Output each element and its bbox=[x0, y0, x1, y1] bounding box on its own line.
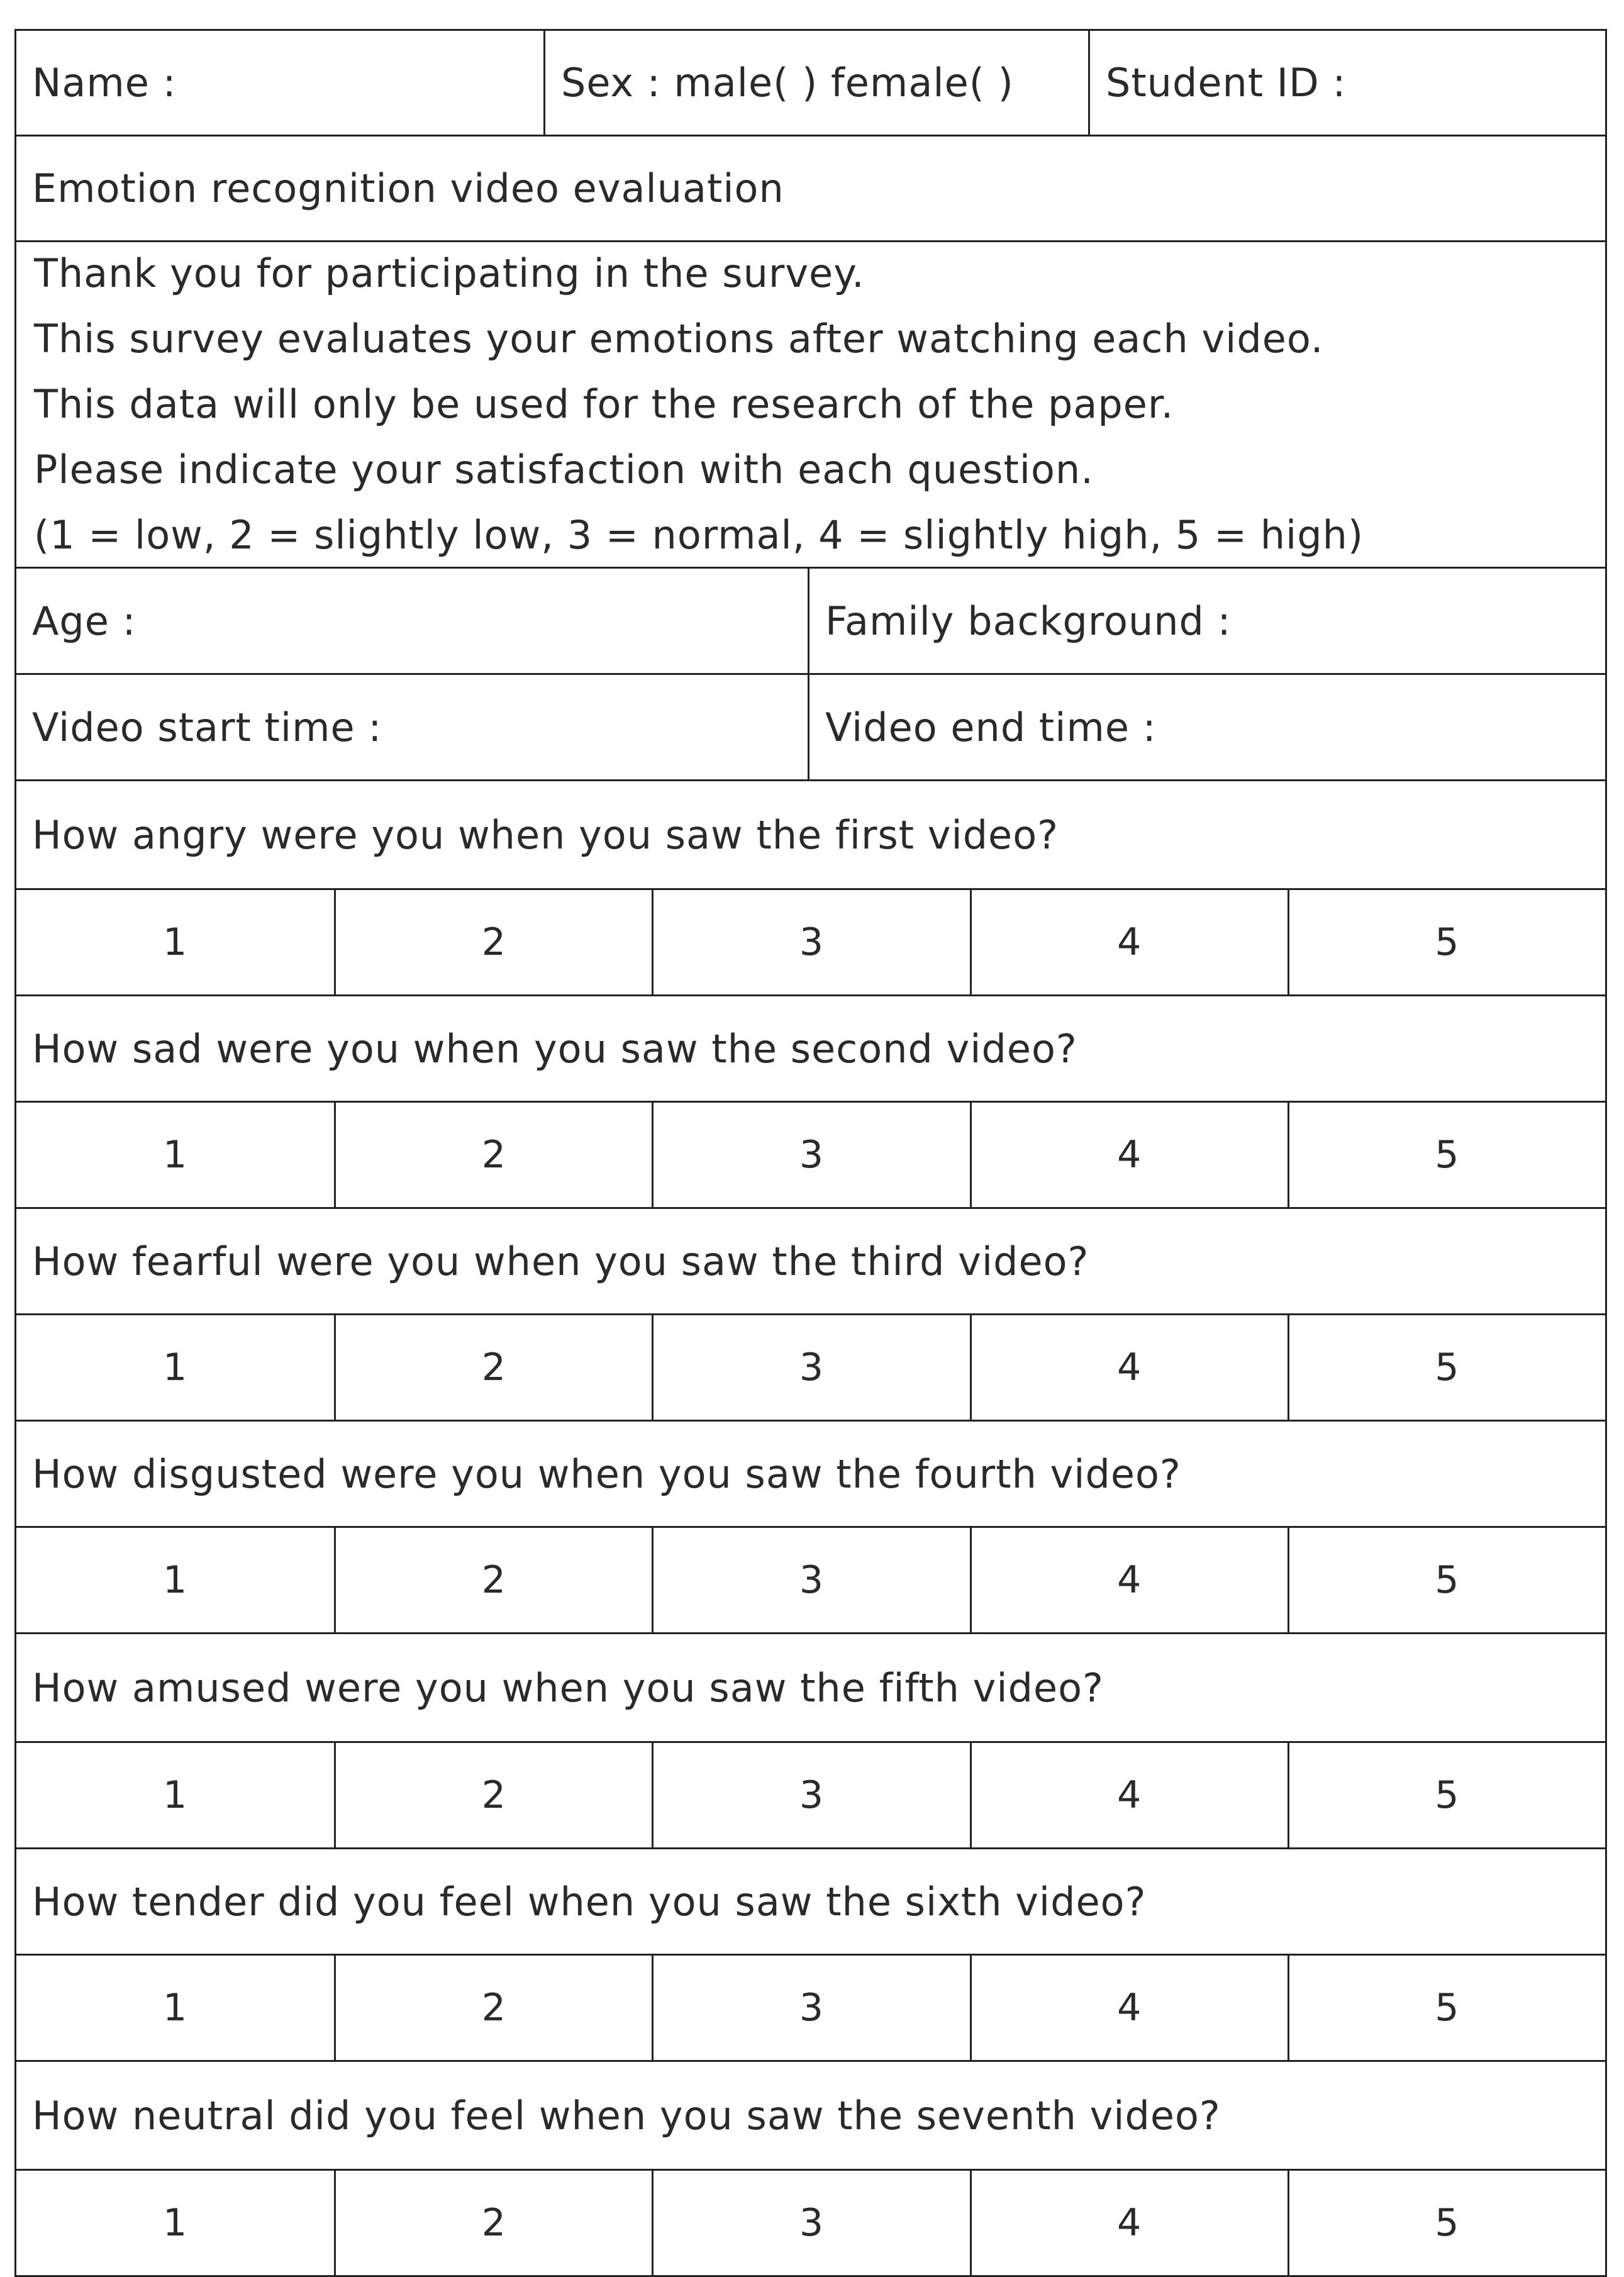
form-title: Emotion recognition video evaluation bbox=[32, 165, 784, 211]
intro-row bbox=[16, 242, 1605, 569]
rating-option-5[interactable]: 5 bbox=[1288, 2171, 1605, 2275]
intro-line: Please indicate your satisfaction with each question. bbox=[34, 447, 1094, 493]
rating-option-3[interactable]: 3 bbox=[652, 1315, 969, 1420]
rating-option-2[interactable]: 2 bbox=[334, 1528, 652, 1632]
rating-option-2[interactable]: 2 bbox=[334, 2171, 652, 2275]
rating-option-1[interactable]: 1 bbox=[163, 1986, 188, 2030]
intro-text bbox=[16, 242, 1605, 567]
rating-option-1[interactable]: 1 bbox=[163, 1558, 188, 1602]
intro-line: This data will only be used for the research of the paper. bbox=[34, 381, 1174, 427]
rating-row bbox=[16, 1743, 1605, 1849]
video-start-time-field[interactable]: Video start time : bbox=[32, 704, 382, 750]
video-end-time-field[interactable]: Video end time : bbox=[808, 675, 1605, 779]
question-1: How angry were you when you saw the first video? bbox=[32, 811, 1059, 858]
rating-option-3[interactable]: 3 bbox=[652, 1743, 969, 1847]
rating-option-2[interactable]: 2 bbox=[334, 890, 652, 994]
video-time-row bbox=[16, 675, 1605, 781]
question-5: How amused were you when you saw the fifth video? bbox=[32, 1664, 1104, 1711]
rating-option-5[interactable]: 5 bbox=[1288, 1743, 1605, 1847]
rating-row bbox=[16, 1956, 1605, 2062]
rating-option-2[interactable]: 2 bbox=[334, 1315, 652, 1420]
title-row bbox=[16, 136, 1605, 242]
rating-option-5[interactable]: 5 bbox=[1288, 890, 1605, 994]
rating-option-3[interactable]: 3 bbox=[652, 2171, 969, 2275]
question-row bbox=[16, 1634, 1605, 1743]
rating-option-4[interactable]: 4 bbox=[970, 1103, 1288, 1207]
rating-option-2[interactable]: 2 bbox=[334, 1103, 652, 1207]
name-field[interactable]: Name : bbox=[32, 60, 177, 106]
question-row bbox=[16, 1209, 1605, 1315]
rating-row bbox=[16, 890, 1605, 996]
student-id-field[interactable]: Student ID : bbox=[1088, 31, 1605, 135]
rating-option-4[interactable]: 4 bbox=[970, 1528, 1288, 1632]
rating-option-1[interactable]: 1 bbox=[163, 920, 188, 964]
rating-row bbox=[16, 2171, 1605, 2275]
question-row bbox=[16, 1849, 1605, 1956]
rating-option-2[interactable]: 2 bbox=[334, 1743, 652, 1847]
age-field[interactable]: Age : bbox=[32, 598, 136, 644]
rating-option-5[interactable]: 5 bbox=[1288, 1956, 1605, 2060]
question-4: How disgusted were you when you saw the fourth video? bbox=[32, 1450, 1181, 1497]
rating-row bbox=[16, 1103, 1605, 1209]
question-3: How fearful were you when you saw the third video? bbox=[32, 1238, 1089, 1284]
rating-row bbox=[16, 1528, 1605, 1634]
rating-option-2[interactable]: 2 bbox=[334, 1956, 652, 2060]
question-row bbox=[16, 1422, 1605, 1528]
rating-option-4[interactable]: 4 bbox=[970, 890, 1288, 994]
sex-field[interactable]: Sex : male( ) female( ) bbox=[543, 31, 1088, 135]
rating-row bbox=[16, 1315, 1605, 1422]
rating-option-3[interactable]: 3 bbox=[652, 890, 969, 994]
rating-option-3[interactable]: 3 bbox=[652, 1956, 969, 2060]
family-background-field[interactable]: Family background : bbox=[808, 569, 1605, 673]
intro-line: This survey evaluates your emotions after watching each video. bbox=[34, 316, 1324, 362]
rating-option-1[interactable]: 1 bbox=[163, 1773, 188, 1817]
rating-option-1[interactable]: 1 bbox=[163, 1133, 188, 1177]
question-6: How tender did you feel when you saw the sixth video? bbox=[32, 1878, 1147, 1925]
rating-option-3[interactable]: 3 bbox=[652, 1103, 969, 1207]
rating-option-1[interactable]: 1 bbox=[163, 1345, 188, 1389]
rating-option-4[interactable]: 4 bbox=[970, 1956, 1288, 2060]
question-row bbox=[16, 781, 1605, 890]
question-row bbox=[16, 996, 1605, 1103]
rating-option-5[interactable]: 5 bbox=[1288, 1315, 1605, 1420]
rating-option-4[interactable]: 4 bbox=[970, 2171, 1288, 2275]
rating-option-1[interactable]: 1 bbox=[163, 2201, 188, 2245]
header-row bbox=[16, 31, 1605, 136]
question-7: How neutral did you feel when you saw the seventh video? bbox=[32, 2092, 1221, 2139]
question-2: How sad were you when you saw the second video? bbox=[32, 1025, 1077, 1072]
rating-option-4[interactable]: 4 bbox=[970, 1315, 1288, 1420]
survey-form bbox=[14, 29, 1607, 2277]
rating-option-4[interactable]: 4 bbox=[970, 1743, 1288, 1847]
age-family-row bbox=[16, 569, 1605, 675]
intro-scale-legend: (1 = low, 2 = slightly low, 3 = normal, 4 = slightly high, 5 = high) bbox=[34, 512, 1364, 558]
rating-option-3[interactable]: 3 bbox=[652, 1528, 969, 1632]
rating-option-5[interactable]: 5 bbox=[1288, 1528, 1605, 1632]
rating-option-5[interactable]: 5 bbox=[1288, 1103, 1605, 1207]
intro-line: Thank you for participating in the survey. bbox=[34, 250, 865, 296]
question-row bbox=[16, 2062, 1605, 2171]
